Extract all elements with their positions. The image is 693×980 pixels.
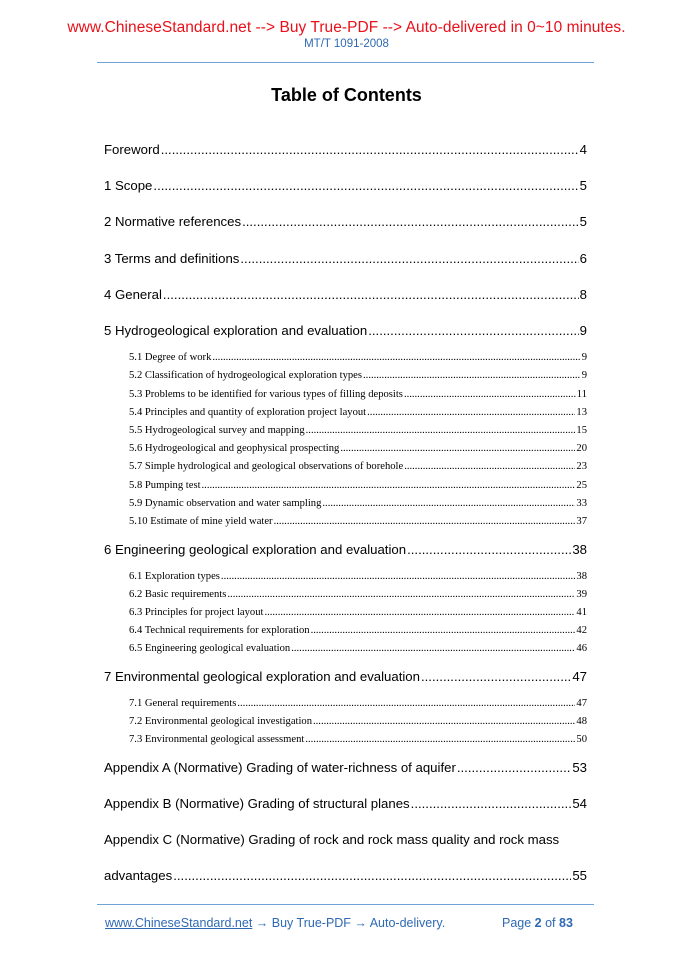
toc-page: 48 xyxy=(576,716,587,727)
toc-page: 55 xyxy=(572,868,587,883)
toc-page: 4 xyxy=(579,142,587,157)
toc-entry-appendix-c[interactable] xyxy=(104,868,587,883)
toc-label: 5.6 Hydrogeological and geophysical prospecting xyxy=(129,443,340,454)
toc-page: 50 xyxy=(576,734,587,745)
toc-page: 25 xyxy=(576,480,587,491)
toc-label: 5.10 Estimate of mine yield water xyxy=(129,516,273,527)
toc-page: 9 xyxy=(581,370,587,381)
toc-entry-appendix-b[interactable] xyxy=(104,796,587,811)
toc-page: 6 xyxy=(579,251,587,266)
toc-leader xyxy=(363,370,581,381)
toc-entry-terms-definitions[interactable] xyxy=(104,251,587,266)
toc-page: 23 xyxy=(576,461,587,472)
toc-page: 46 xyxy=(576,643,587,654)
toc-leader xyxy=(163,287,579,302)
standard-code: MT/T 1091-2008 xyxy=(304,38,389,50)
toc-label: 6.1 Exploration types xyxy=(129,571,220,582)
toc-page: 47 xyxy=(576,698,587,709)
toc-entry-normative-references[interactable] xyxy=(104,214,587,229)
footer-divider xyxy=(97,904,594,905)
toc-leader xyxy=(202,480,576,491)
toc-leader xyxy=(306,425,576,436)
toc-page: 9 xyxy=(579,323,587,338)
toc-label: 6.2 Basic requirements xyxy=(129,589,227,600)
toc-entry-7-2[interactable] xyxy=(129,716,587,727)
toc-page: 11 xyxy=(576,389,587,400)
promo-banner[interactable]: www.ChineseStandard.net --> Buy True-PDF --> Auto-delivered in 0~10 minutes. xyxy=(67,19,626,36)
toc-leader xyxy=(161,142,579,157)
toc-label: 5.5 Hydrogeological survey and mapping xyxy=(129,425,305,436)
toc-page: 13 xyxy=(576,407,587,418)
toc-leader xyxy=(227,589,575,600)
toc-entry-environmental-geological[interactable] xyxy=(104,669,587,684)
toc-page: 53 xyxy=(572,760,587,775)
toc-leader xyxy=(291,643,575,654)
toc-label: 5.7 Simple hydrological and geological observations of borehole xyxy=(129,461,404,472)
toc-label: 7 Environmental geological exploration and evaluation xyxy=(104,669,420,684)
page-prefix: Page xyxy=(502,916,535,930)
toc-label: 1 Scope xyxy=(104,178,153,193)
toc-leader xyxy=(368,323,578,338)
toc-leader xyxy=(237,698,575,709)
toc-label: 6.4 Technical requirements for exploration xyxy=(129,625,310,636)
toc-entry-5-10[interactable] xyxy=(129,516,587,527)
toc-page: 5 xyxy=(579,178,587,193)
toc-leader xyxy=(153,178,578,193)
footer-link-text: → Buy True-PDF → Auto-delivery. xyxy=(252,916,446,930)
toc-page: 15 xyxy=(576,425,587,436)
toc-label: Foreword xyxy=(104,142,160,157)
toc-page: 39 xyxy=(576,589,587,600)
page-number xyxy=(502,916,573,930)
toc-label: 5.1 Degree of work xyxy=(129,352,212,363)
toc-entry-5-2[interactable] xyxy=(129,370,587,381)
toc-label: 5.2 Classification of hydrogeological exploration types xyxy=(129,370,363,381)
header-divider xyxy=(97,62,594,63)
toc-entry-appendix-c-line1[interactable]: Appendix C (Normative) Grading of rock and rock mass quality and rock mass xyxy=(104,832,560,847)
toc-leader xyxy=(212,352,580,363)
toc-leader xyxy=(411,796,572,811)
toc-page: 38 xyxy=(572,542,587,557)
page-of: of xyxy=(541,916,559,930)
toc-page: 5 xyxy=(579,214,587,229)
toc-entry-6-5[interactable] xyxy=(129,643,587,654)
toc-entry-6-4[interactable] xyxy=(129,625,587,636)
footer-url[interactable]: www.ChineseStandard.net xyxy=(105,916,253,930)
toc-label: 5.3 Problems to be identified for various types of filling deposits xyxy=(129,389,403,400)
toc-entry-5-9[interactable] xyxy=(129,498,587,509)
toc-label: Appendix B (Normative) Grading of structural planes xyxy=(104,796,410,811)
toc-label: 5 Hydrogeological exploration and evaluation xyxy=(104,323,368,338)
toc-leader xyxy=(221,571,575,582)
toc-leader xyxy=(173,868,571,883)
toc-entry-7-3[interactable] xyxy=(129,734,587,745)
toc-leader xyxy=(421,669,571,684)
toc-leader xyxy=(457,760,571,775)
toc-entry-5-4[interactable] xyxy=(129,407,587,418)
toc-label: 5.8 Pumping test xyxy=(129,480,201,491)
toc-page: 9 xyxy=(581,352,587,363)
toc-leader xyxy=(305,734,575,745)
toc-page: 41 xyxy=(576,607,587,618)
toc-label: 3 Terms and definitions xyxy=(104,251,240,266)
toc-label: 5.4 Principles and quantity of exploration project layout xyxy=(129,407,367,418)
toc-label: 7.1 General requirements xyxy=(129,698,237,709)
toc-label: 4 General xyxy=(104,287,162,302)
toc-entry-general[interactable] xyxy=(104,287,587,302)
toc-label: 6.3 Principles for project layout xyxy=(129,607,264,618)
toc-page: 20 xyxy=(576,443,587,454)
toc-entry-5-5[interactable] xyxy=(129,425,587,436)
toc-leader xyxy=(313,716,575,727)
page-total: 83 xyxy=(559,916,573,930)
toc-entry-5-3[interactable] xyxy=(129,389,587,400)
toc-page: 47 xyxy=(572,669,587,684)
page-current: 2 xyxy=(534,916,542,930)
toc-entry-5-8[interactable] xyxy=(129,480,587,491)
toc-page: 33 xyxy=(576,498,587,509)
toc-entry-foreword[interactable] xyxy=(104,142,587,157)
toc-leader xyxy=(240,251,578,266)
toc-entry-engineering-geological[interactable] xyxy=(104,542,587,557)
toc-entry-5-1[interactable] xyxy=(129,352,587,363)
toc-leader xyxy=(322,498,575,509)
toc-page: 38 xyxy=(576,571,587,582)
toc-label: 7.2 Environmental geological investigation xyxy=(129,716,312,727)
toc-entry-6-1[interactable] xyxy=(129,571,587,582)
toc-leader xyxy=(311,625,576,636)
toc-entry-6-3[interactable] xyxy=(129,607,587,618)
toc-entry-5-6[interactable] xyxy=(129,443,587,454)
toc-leader xyxy=(274,516,576,527)
toc-page: 8 xyxy=(579,287,587,302)
toc-leader xyxy=(404,461,575,472)
toc-leader xyxy=(242,214,579,229)
toc-leader xyxy=(407,542,571,557)
footer-link[interactable] xyxy=(105,916,445,930)
toc-label: 6.5 Engineering geological evaluation xyxy=(129,643,291,654)
toc-label: 7.3 Environmental geological assessment xyxy=(129,734,305,745)
toc-entry-appendix-a[interactable] xyxy=(104,760,587,775)
toc-label: 2 Normative references xyxy=(104,214,242,229)
toc-leader xyxy=(404,389,576,400)
toc-leader xyxy=(340,443,575,454)
toc-label: 5.9 Dynamic observation and water sampling xyxy=(129,498,322,509)
toc-page: 37 xyxy=(576,516,587,527)
toc-page: 54 xyxy=(572,796,587,811)
toc-page: 42 xyxy=(576,625,587,636)
toc-entry-6-2[interactable] xyxy=(129,589,587,600)
toc-label: advantages xyxy=(104,868,173,883)
toc-entry-7-1[interactable] xyxy=(129,698,587,709)
toc-leader xyxy=(264,607,575,618)
toc-entry-hydrogeological[interactable] xyxy=(104,323,587,338)
toc-entry-5-7[interactable] xyxy=(129,461,587,472)
toc-leader xyxy=(367,407,575,418)
page-title: Table of Contents xyxy=(271,85,422,105)
toc-label: Appendix A (Normative) Grading of water-richness of aquifer xyxy=(104,760,456,775)
toc-label: 6 Engineering geological exploration and evaluation xyxy=(104,542,407,557)
toc-entry-scope[interactable] xyxy=(104,178,587,193)
